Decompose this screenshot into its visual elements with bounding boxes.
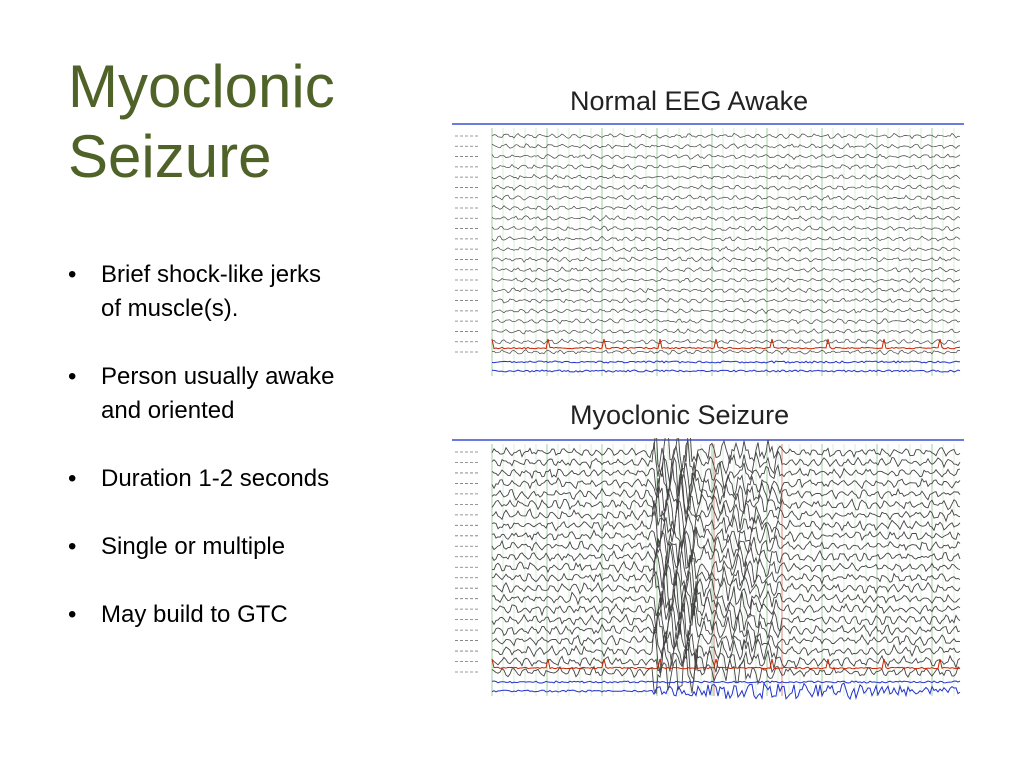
normal-eeg-title: Normal EEG Awake <box>570 86 809 116</box>
eeg-channel-trace <box>492 573 960 619</box>
eeg-channel-trace <box>492 205 960 211</box>
eeg-channel-trace <box>492 511 960 559</box>
normal-eeg-trace-image <box>452 122 964 380</box>
eeg-channel-trace <box>492 349 960 355</box>
eeg-channel-trace <box>492 339 960 344</box>
reference-trace <box>492 683 960 699</box>
eeg-channel-trace <box>492 642 960 680</box>
myoclonic-eeg-trace-image <box>452 438 964 700</box>
eeg-channel-trace <box>492 267 960 272</box>
eeg-channel-trace <box>492 288 960 293</box>
bullet-item <box>68 462 398 496</box>
slide-title <box>68 52 335 192</box>
eeg-channel-trace <box>492 133 960 138</box>
eeg-channel-trace <box>492 215 960 221</box>
eeg-channel-trace <box>492 500 960 548</box>
myoclonic-eeg-title: Myoclonic Seizure <box>570 400 790 430</box>
eeg-channel-trace <box>492 247 960 252</box>
bullet-dot: • <box>68 261 77 288</box>
eeg-channel-trace <box>492 298 960 304</box>
eeg-channel-trace <box>492 226 960 231</box>
eeg-channel-trace <box>492 319 960 324</box>
eeg-channel-trace <box>492 195 960 201</box>
eeg-channel-trace <box>492 174 960 179</box>
reference-trace <box>492 361 960 363</box>
eeg-channel-trace <box>492 154 960 159</box>
reference-trace <box>492 370 960 372</box>
bullet-dot: • <box>68 601 77 628</box>
ekg-trace <box>492 339 960 349</box>
eeg-channel-trace <box>492 185 960 190</box>
bullet-text-line: Brief shock-like jerks <box>101 261 322 288</box>
eeg-channel-trace <box>492 329 960 334</box>
eeg-channel-trace <box>492 257 960 262</box>
eeg-channel-trace <box>492 143 960 148</box>
bullet-text-line: Single or multiple <box>101 533 286 560</box>
eeg-channel-trace <box>492 541 960 588</box>
bullet-item <box>68 598 398 632</box>
eeg-channel-trace <box>492 624 960 660</box>
bullet-item <box>68 258 398 326</box>
eeg-channel-trace <box>492 563 960 616</box>
bullet-item <box>68 530 398 564</box>
reference-trace <box>492 681 960 683</box>
bullet-text-line: May build to GTC <box>101 601 288 628</box>
bullet-dot: • <box>68 363 77 390</box>
slide-title-line-1: Myoclonic <box>68 53 335 120</box>
bullet-dot: • <box>68 533 77 560</box>
bullet-list <box>68 258 398 666</box>
bullet-text-line: Duration 1-2 seconds <box>101 465 330 492</box>
bullet-text-line: Person usually awake <box>101 363 335 390</box>
eeg-channel-trace <box>492 236 960 241</box>
bullet-text-line: of muscle(s). <box>101 295 239 322</box>
eeg-channel-trace <box>492 438 960 477</box>
bullet-text-line: and oriented <box>101 397 235 424</box>
eeg-channel-trace <box>492 473 960 514</box>
eeg-channel-trace <box>492 308 960 313</box>
eeg-channel-trace <box>492 455 960 496</box>
eeg-channel-trace <box>492 164 960 169</box>
bullet-item <box>68 360 398 428</box>
eeg-channel-trace <box>492 278 960 283</box>
bullet-dot: • <box>68 465 77 492</box>
slide-title-line-2: Seizure <box>68 123 272 190</box>
